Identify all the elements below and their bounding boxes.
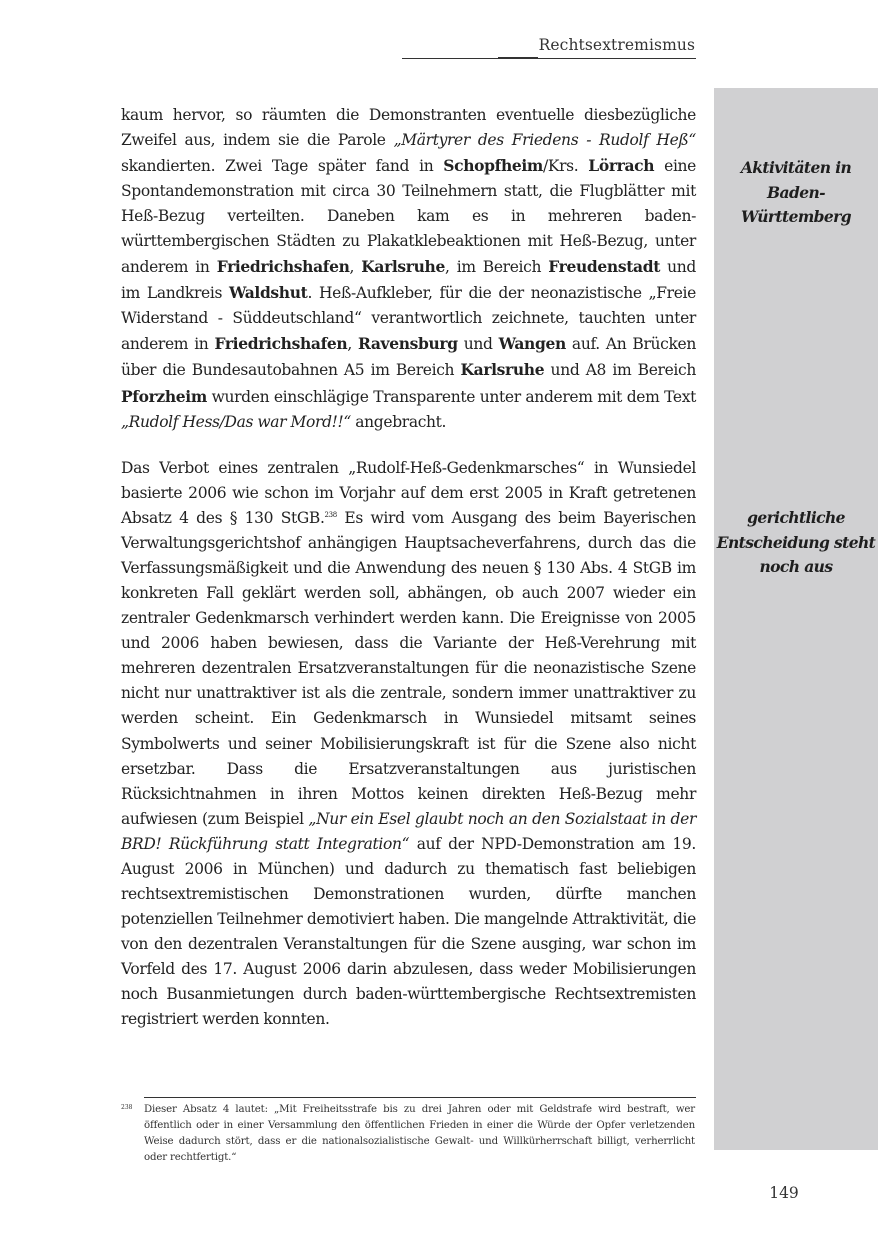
place-name: Waldshut [229,283,308,303]
place-name: Wangen [498,334,566,354]
margin-sidebar [714,88,878,1150]
text-run: und A8 im Bereich [544,361,696,380]
margin-note-activities: Aktivitäten in Baden-Württemberg [740,158,852,226]
text-run: und [457,335,499,354]
place-name: Friedrichshafen [216,257,350,277]
footnote-number: 238 [121,1104,133,1111]
header-rule-accent [498,57,538,59]
text-run: angebracht. [351,412,447,431]
text-run: eine Spontandemonstration mit circa 30 Teilnehmern statt, die Flugblätter mit Heß-Bezug verteilten. Daneben kam es in mehreren baden-württembergischen Städten zu Plakatklebeaktionen mit Heß-Bezug, unter anderem in [121,157,697,277]
quoted-motto: „Nur ein Esel glaubt noch an den Sozialstaat in der BRD! Rückführung statt Integration“ [121,809,696,853]
body-paragraph-1 [121,103,696,435]
text-run: Es wird vom Ausgang des beim Bayerischen Verwaltungsgerichtshof anhängigen Hauptsacheverfahrens, durch das die Verfassungsmäßigkeit und die Anwendung des neuen § 130 Abs. 4 StGB im konkreten Fall geklärt werden soll, abhängen, ob auch 2007 wieder ein zentraler Gedenkmarsch verhindert werden kann. Die Ereignisse von 2005 und 2006 haben bewiesen, dass die Variante der Heß-Verehrung mit mehreren dezentralen Ersatzveranstaltungen für die neonazistische Szene nicht nur unattraktiver ist als die zentrale, sondern immer unattraktiver zu werden scheint. Ein Gedenkmarsch in Wunsiedel mitsamt seines Symbolwerts und seiner Mobilisierungskraft ist für die Szene also nicht ersetzbar. Dass die Ersatzveranstaltungen aus juristischen Rücksichtnahmen in ihren Mottos keinen direkten Heß-Bezug mehr aufwiesen (zum Beispiel [121,509,696,828]
footnote-reference[interactable]: 238 [324,510,337,519]
place-name: Karlsruhe [361,257,445,277]
place-name: Ravensburg [357,334,458,354]
text-run: , [347,335,358,354]
page-number: 149 [769,1184,799,1202]
place-name: Pforzheim [121,386,207,406]
text-run: wurden einschlägige Transparente unter anderem mit dem Text [206,387,696,406]
place-name: Schopfheim [443,156,543,176]
place-name: Lörrach [588,156,655,176]
quoted-slogan: „Märtyrer des Friedens - Rudolf Heß“ [393,131,697,150]
quoted-banner-text: „Rudolf Hess/Das war Mord!!“ [121,412,351,431]
running-header: Rechtsextremismus [538,36,695,54]
place-name: Freudenstadt [548,257,661,277]
footnote-text: Dieser Absatz 4 lautet: „Mit Freiheitsstrafe bis zu drei Jahren oder mit Geldstrafe wird bestraft, wer öffentlich oder in einer Versammlung den öffentlichen Frieden in einer die Würde der Opfer verletzenden Weise dadurch stört, dass er die nationalsozialistische Gewalt- und Willkürherrschaft billigt, verherrlicht oder rechtfertigt.“ [144,1104,695,1163]
footnote-rule [144,1097,696,1098]
margin-note-court-decision: gerichtliche Entscheidung steht noch aus [716,508,876,576]
text-run: kaum hervor, so räumten die Demonstranten eventuelle diesbezügliche Zweifel aus, indem sie die Parole [121,106,696,150]
text-run: , [349,258,362,277]
text-run: . Heß-Aufkleber, für die der neonazistische „Freie Widerstand - Süddeutschland“ verantwortlich zeichnete, tauchten unter anderem in [121,284,696,354]
text-run: /Krs. [542,157,589,176]
place-name: Karlsruhe [460,360,545,380]
header-rule [402,58,696,59]
text-run: , im Bereich [444,258,549,277]
body-paragraph-2 [121,456,696,1032]
text-run: skandierten. Zwei Tage später fand in [121,157,444,176]
text-run: und im Landkreis [121,258,696,303]
text-run: auf. An Brücken über die Bundesautobahnen A5 im Bereich [121,335,696,380]
text-run: Das Verbot eines zentralen „Rudolf-Heß-Gedenkmarsches“ in Wunsiedel basierte 2006 wie schon im Vorjahr auf dem erst 2005 in Kraft getretenen Absatz 4 des § 130 StGB. [121,459,696,528]
text-run: auf der NPD-Demonstration am 19. August 2006 in München) und dadurch zu thematisch fast beliebigen rechtsextremistischen Demonstrationen wurden, dürfte manchen potenziellen Teilnehmer demotiviert haben. Die mangelnde Attraktivität, die von den dezentralen Veranstaltungen für die Szene ausging, war schon im Vorfeld des 17. August 2006 darin abzulesen, dass weder Mobilisierungen noch Busanmietungen durch baden-württembergische Rechtsextremisten registriert werden konnten. [121,834,696,1029]
place-name: Friedrichshafen [214,334,348,354]
